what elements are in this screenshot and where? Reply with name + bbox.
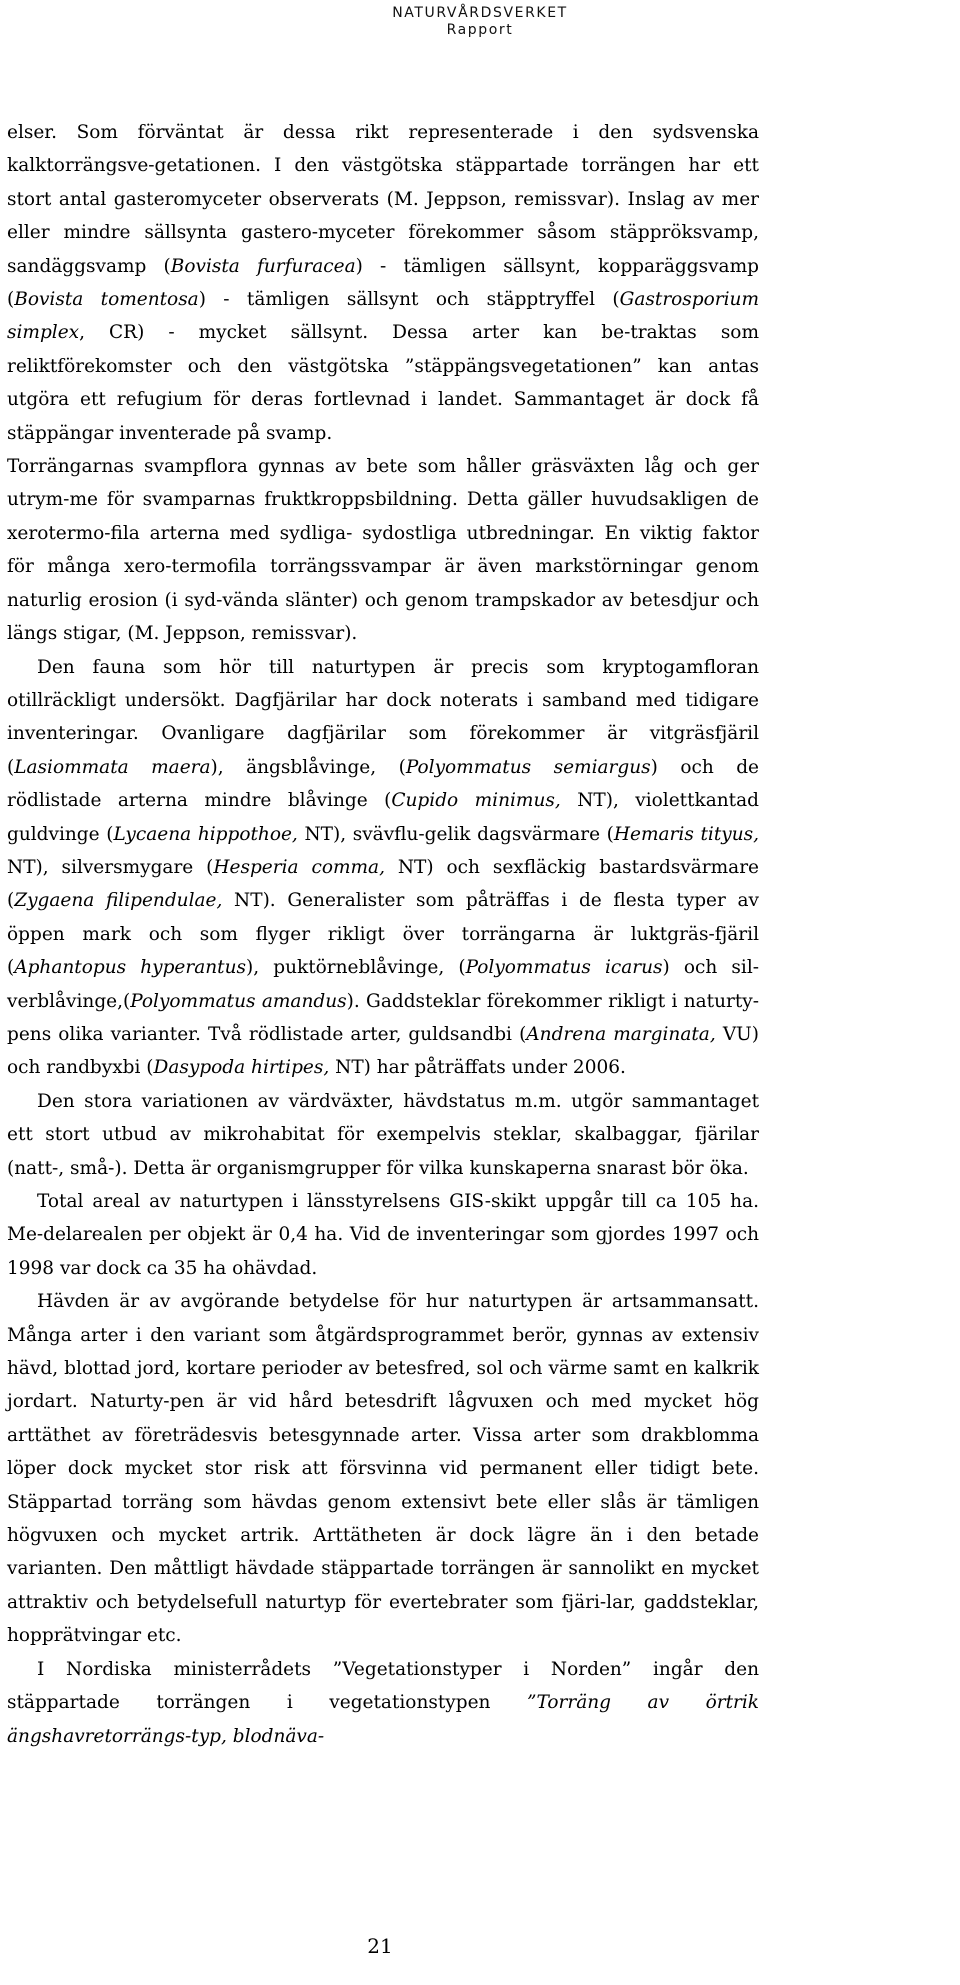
paragraph-fauna: Den fauna som hör till naturtypen är precis som kryptogamfloran otillräckligt undersökt. Dagfjärilar har dock noterats i samband med tidigare inventeringar. Ovanligare dagfjärilar som förekommer är vitgräsfjäril (Lasiommata maera), ängsblåvinge, (Polyommatus semiargus) och de rödlistade arterna mindre blåvinge (Cupido minimus, NT), violettkantad guldvinge (Lycaena hippothoe, NT), svävflu-gelik dagsvärmare (Hemaris tityus, NT), silversmygare (Hesperia comma, NT) och sexfläckig bastardsvärmare (Zygaena filipendulae, NT). Generalister som påträffas i de flesta typer av öppen mark och som flyger rikligt över torrängarna är luktgräs-fjäril (Aphantopus hyperantus), puktörneblåvinge, (Polyommatus icarus) och sil-verblåvinge,(Polyommatus amandus). Gaddsteklar förekommer rikligt i naturty-pens olika varianter. Två rödlistade arter, guldsandbi (Andrena marginata, VU) och randbyxbi (Dasypoda hirtipes, NT) har påträffats under 2006. [7, 656, 760, 1079]
page-number: 21 [367, 1934, 393, 1958]
italic-term: Polyommatus amandus [130, 990, 347, 1012]
page-header [0, 0, 960, 39]
italic-term: Andrena marginata, [526, 1023, 716, 1045]
body-text [7, 116, 759, 1753]
italic-term: Hemaris tityus, [613, 823, 759, 845]
paragraph-nordic-classification: I Nordiska ministerrådets ”Vegetationstyper i Norden” ingår den stäppartade torrängen i vegetationstypen ”Torräng av örtrik ängshavretorrängs-typ, blodnäva- [7, 1658, 759, 1747]
italic-term: Zygaena filipendulae, [14, 890, 223, 912]
italic-term: Polyommatus icarus [465, 957, 663, 979]
paragraph-fungal-flora: Torrängarnas svampflora gynnas av bete som håller gräsväxten låg och ger utrym-me för svamparnas fruktkroppsbildning. Detta gäller huvudsakligen de xerotermo-fila arterna med sydliga- sydostliga utbredningar. En viktig faktor för många xero-termofila torrängssvampar är även markstörningar genom naturlig erosion (i syd-vända slänter) och genom trampskador av betesdjur och längs stigar, (M. Jeppson, remissvar). [7, 456, 759, 645]
italic-term: Lasiommata maera [14, 756, 211, 778]
header-doc-type: Rapport [446, 22, 514, 38]
paragraph-management: Hävden är av avgörande betydelse för hur naturtypen är artsammansatt. Många arter i den variant som åtgärdsprogrammet berör, gynnas av extensiv hävd, blottad jord, kortare perioder av betesfred, sol och värme samt en kalkrik jordart. Naturty-pen är vid hård betesdrift lågvuxen och med mycket hög arttäthet av företrädesvis betesgynnade arter. Vissa arter som drakblomma löper dock mycket stor risk att försvinna vid permanent eller tidigt bete. Stäppartad torräng som hävdas genom extensivt bete eller slås är tämligen högvuxen och mycket artrik. Arttätheten är dock lägre än i den betade varianten. Den måttligt hävdade stäppartade torrängen är sannolikt en mycket attraktiv och betydelsefull naturtyp för evertebrater som fjäri-lar, gaddsteklar, hopprätvingar etc. [7, 1291, 759, 1647]
italic-term: Bovista tomentosa [14, 289, 199, 311]
paragraph-area: Total areal av naturtypen i länsstyrelsens GIS-skikt uppgår till ca 105 ha. Me-delarealen per objekt är 0,4 ha. Vid de inventeringar som gjordes 1997 och 1998 var dock ca 35 ha ohävdad. [7, 1191, 759, 1279]
italic-term: Gastrosporium simplex [7, 289, 759, 344]
paragraph-microhabitats: Den stora variationen av värdväxter, hävdstatus m.m. utgör sammantaget ett stort utbud av mikrohabitat för exempelvis steklar, skalbaggar, fjärilar (natt-, små-). Detta är organismgrupper för vilka kunskaperna snarast bör öka. [7, 1090, 759, 1179]
italic-term: Polyommatus semiargus [405, 756, 651, 778]
italic-term: Lycaena hippothoe, [113, 823, 298, 845]
paragraph-gasteromycetes: elser. Som förväntat är dessa rikt representerade i den sydsvenska kalktorrängsve-getationen. I den västgötska stäppartade torrängen har ett stort antal gasteromyceter observerats (M. Jeppson, remissvar). Inslag av mer eller mindre sällsynta gastero-myceter förekommer såsom stäppröksvamp, sandäggsvamp (Bovista furfuracea) - tämligen sällsynt, kopparäggsvamp (Bovista tomentosa) - tämligen sällsynt och stäpptryffel (Gastrosporium simplex, CR) - mycket sällsynt. Dessa arter kan be-traktas som reliktförekomster och den västgötska ”stäppängsvegetationen” kan antas utgöra ett refugium för deras fortlevnad i landet. Sammantaget är dock få stäppängar inventerade på svamp. [7, 122, 759, 444]
italic-term: Cupido minimus, [391, 790, 561, 812]
italic-term: Bovista furfuracea [170, 255, 356, 277]
italic-term: ”Torräng av örtrik ängshavretorrängs-typ, blodnäva- [7, 1692, 759, 1747]
italic-term: Hesperia comma, [213, 856, 385, 878]
italic-term: Aphantopus hyperantus [14, 957, 247, 979]
italic-term: Dasypoda hirtipes, [153, 1057, 330, 1079]
header-org: NATURVÅRDSVERKET [392, 5, 568, 21]
